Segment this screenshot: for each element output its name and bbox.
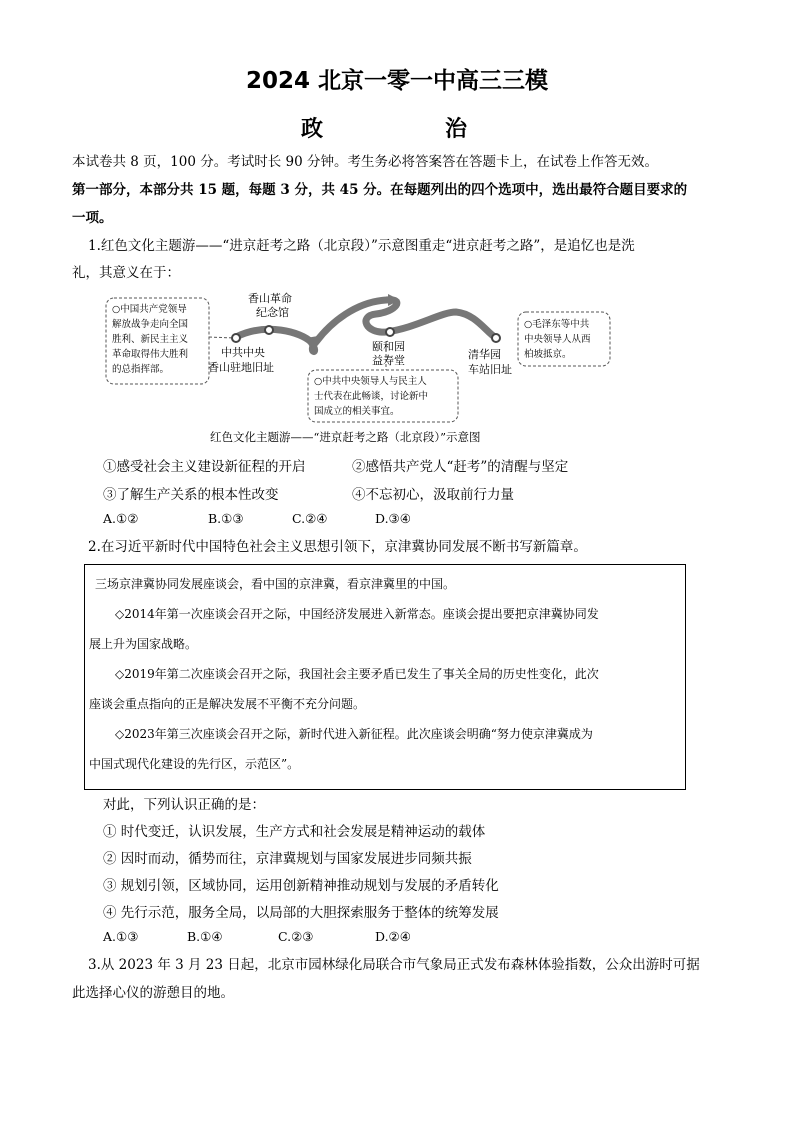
subject-title: 政 治 xyxy=(300,116,493,142)
stop-label: 益寿堂 xyxy=(372,354,405,367)
page-title: 2024 北京一零一中高三三模 xyxy=(245,68,549,94)
q1-option: ④不忘初心，汲取前行力量 xyxy=(352,487,514,503)
stop-label: 香山革命 xyxy=(248,292,292,305)
q2-material-line: 三场京津冀协同发展座谈会，看中国的京津冀，看京津冀里的中国。 xyxy=(95,577,456,591)
q2-material-line: 中国式现代化建设的先行区，示范区”。 xyxy=(89,757,300,771)
note-left-line: ○中国共产党领导 xyxy=(112,304,187,315)
q3-stem-cont: 此选择心仪的游憩目的地。 xyxy=(72,985,234,1001)
note-left-line: 解放战争走向全国 xyxy=(112,319,189,330)
q2-option: ④ 先行示范，服务全局，以局部的大胆探索服务于整体的统筹发展 xyxy=(103,905,499,921)
q3-stem: 3.从 2023 年 3 月 23 日起，北京市园林绿化局联合市气象局正式发布森林体验指数，公众出游时可据 xyxy=(88,957,700,973)
stop-marker-xiangshan-memorial xyxy=(265,326,273,334)
q1-answer: A.①② xyxy=(103,511,139,526)
note-bottom-line: ○中共中央领导人与民主人 xyxy=(314,376,427,387)
stop-label: 清华园 xyxy=(468,348,501,361)
q2-material-line: ◇2014年第一次座谈会召开之际，中国经济发展进入新常态。座谈会提出要把京津冀协同发 xyxy=(115,607,599,621)
q1-stem: 1.红色文化主题游——“进京赶考之路（北京段）”示意图重走“进京赶考之路”，是追忆也是洗 xyxy=(88,238,635,254)
q2-answer: B.①④ xyxy=(187,929,223,944)
note-right-line: 柏坡抵京。 xyxy=(524,349,572,360)
map-caption: 红色文化主题游——“进京赶考之路（北京段）”示意图 xyxy=(210,430,481,444)
stop-label: 颐和园 xyxy=(372,340,405,353)
stop-marker-qinghua xyxy=(492,334,500,342)
q2-ask: 对此，下列认识正确的是： xyxy=(103,797,265,813)
q2-material-line: 展上升为国家战略。 xyxy=(89,637,198,651)
q2-answer: D.②④ xyxy=(375,929,411,944)
note-left-line: 胜利、新民主主义 xyxy=(112,334,189,345)
q1-answer: C.②④ xyxy=(292,511,328,526)
stop-label: 中共中央 xyxy=(221,346,265,359)
note-right-line: ○毛泽东等中共 xyxy=(524,319,590,330)
stop-label: 车站旧址 xyxy=(468,363,512,376)
q2-material-box xyxy=(84,564,686,790)
q2-answer: A.①③ xyxy=(103,929,139,944)
q2-option: ② 因时而动，循势而往，京津冀规划与国家发展进步同频共振 xyxy=(103,851,472,867)
q1-option: ②感悟共产党人“赶考”的清醒与坚定 xyxy=(352,459,569,475)
q2-material-line: ◇2023年第三次座谈会召开之际，新时代进入新征程。此次座谈会明确“努力使京津冀成为 xyxy=(115,727,593,741)
q1-answer: D.③④ xyxy=(375,511,411,526)
note-right-line: 中央领导人从西 xyxy=(524,334,591,345)
q2-option: ① 时代变迁，认识发展，生产方式和社会发展是精神运动的载体 xyxy=(103,824,486,840)
q2-material-line: 座谈会重点指向的正是解决发展不平衡不充分问题。 xyxy=(89,697,366,711)
intro-line: 本试卷共 8 页，100 分。考试时长 90 分钟。考生务必将答案答在答题卡上，在试卷上作答无效。 xyxy=(72,154,658,170)
q2-option: ③ 规划引领，区域协同，运用创新精神推动规划与发展的矛盾转化 xyxy=(103,878,499,894)
q1-option: ③了解生产关系的根本性改变 xyxy=(103,487,279,503)
q2-stem: 2.在习近平新时代中国特色社会主义思想引领下，京津冀协同发展不断书写新篇章。 xyxy=(88,539,587,555)
note-bottom-line: 国成立的相关事宜。 xyxy=(314,406,400,417)
stop-label: 纪念馆 xyxy=(256,306,289,319)
q1-option: ①感受社会主义建设新征程的开启 xyxy=(103,459,306,475)
part1-instruction-cont: 一项。 xyxy=(72,210,113,226)
q2-answer: C.②③ xyxy=(278,929,314,944)
q1-stem-cont: 礼，其意义在于： xyxy=(72,265,180,281)
stop-label: 香山驻地旧址 xyxy=(208,361,274,374)
stop-marker-xiangshan-hq xyxy=(232,334,240,342)
stop-marker-yiheyuan xyxy=(386,328,394,336)
note-bottom-line: 士代表在此畅谈，讨论新中 xyxy=(314,391,429,402)
route-map xyxy=(96,282,616,447)
part1-instruction: 第一部分，本部分共 15 题，每题 3 分，共 45 分。在每题列出的四个选项中，选出最符合题目要求的 xyxy=(72,182,688,198)
note-left-line: 的总指挥部。 xyxy=(112,364,170,375)
note-left-line: 革命取得伟大胜利 xyxy=(112,349,189,360)
q2-material-line: ◇2019年第二次座谈会召开之际，我国社会主要矛盾已发生了事关全局的历史性变化，此次 xyxy=(115,667,599,681)
q1-answer: B.①③ xyxy=(208,511,244,526)
